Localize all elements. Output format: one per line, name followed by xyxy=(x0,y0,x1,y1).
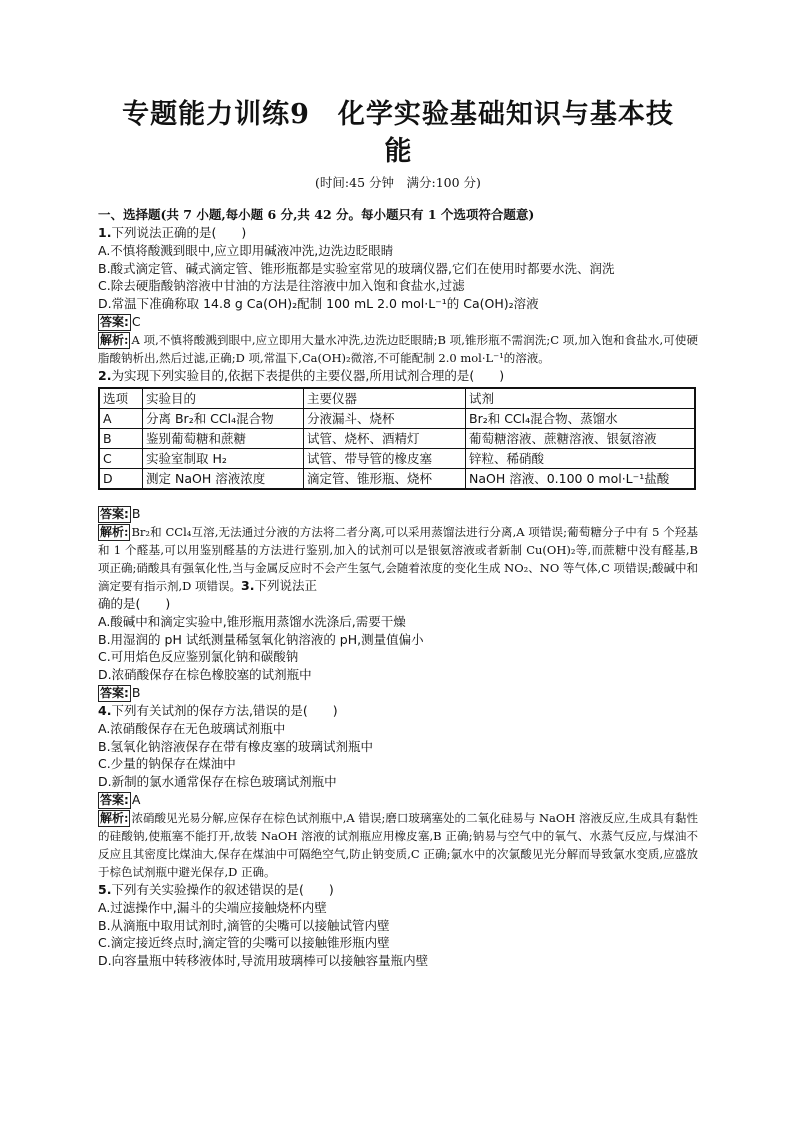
document-title-cont: 能 xyxy=(384,136,412,167)
table-cell: 分离 Br₂和 CCl₄混合物 xyxy=(143,409,304,429)
answer-tag: 答案: xyxy=(100,315,129,329)
option-d: D.浓硝酸保存在棕色橡胶塞的试剂瓶中 xyxy=(98,666,312,682)
answer-value: B xyxy=(131,685,141,700)
table-cell: NaOH 溶液、0.100 0 mol·L⁻¹盐酸 xyxy=(466,469,696,490)
question-5 xyxy=(98,881,698,899)
question-stem: 为实现下列实验目的,依据下表提供的主要仪器,所用试剂合理的是( ) xyxy=(111,368,505,383)
option-b: B.从滴瓶中取用试剂时,滴管的尖嘴可以接触试管内壁 xyxy=(98,917,390,933)
explain-tag: 解析: xyxy=(100,811,129,825)
question-number: 1. xyxy=(98,225,112,240)
option-c: C.除去硬脂酸钠溶液中甘油的方法是往溶液中加入饱和食盐水,过滤 xyxy=(98,278,465,293)
question-4 xyxy=(98,702,698,720)
option-d: D.新制的氯水通常保存在棕色玻璃试剂瓶中 xyxy=(98,773,337,789)
explanation-text: Br₂和 CCl₄互溶,无法通过分液的方法将二者分离,可以采用蒸馏法进行分离,A 项错误;葡萄糖分子中有 5 个羟基和 1 个醛基,可以用鉴别醛基的方法进行鉴别,加入的试剂可以是银氨溶液或者新制 Cu(OH)₂等,而蔗糖中没有醛基,B 项正确;硝酸具有强氧化性,当与金属反应时不会产生氢气,会随着浓度的变化生成 NO₂、NO 等气体,C 项错误;酸碱中和滴定要有指示剂,D 项错误。 xyxy=(98,525,698,593)
table-header: 试剂 xyxy=(466,388,696,409)
explain-tag: 解析: xyxy=(100,525,129,539)
answer-tag: 答案: xyxy=(100,686,129,700)
explanation-text: 浓硝酸见光易分解,应保存在棕色试剂瓶中,A 错误;磨口玻璃塞处的二氧化硅易与 NaOH 溶液反应,生成具有黏性的硅酸钠,使瓶塞不能打开,故装 NaOH 溶液的试剂瓶应用橡皮塞,B 正确;钠易与空气中的氧气、水蒸气反应,与煤油不反应且其密度比煤油大,保存在煤油中可隔绝空气,防止钠变质,C 正确;氯水中的次氯酸见光分解而导致氯水变质,应盛放于棕色试剂瓶中避光保存,D 正确。 xyxy=(98,811,698,879)
question-stem: 下列有关试剂的保存方法,错误的是( ) xyxy=(111,703,338,718)
question-2 xyxy=(98,367,698,385)
answer-line xyxy=(98,313,698,331)
answer-tag: 答案: xyxy=(100,793,129,807)
explanation xyxy=(98,523,698,595)
document-subtitle: (时间:45 分钟 满分:100 分) xyxy=(315,175,481,190)
table-cell: B xyxy=(99,429,143,449)
question-3: 确的是( ) xyxy=(98,596,171,611)
table-cell: 试管、带导管的橡皮塞 xyxy=(304,449,466,469)
table-header: 选项 xyxy=(99,388,143,409)
answer-line xyxy=(98,505,698,523)
experiment-table xyxy=(98,387,696,490)
answer-line xyxy=(98,791,698,809)
table-header-row xyxy=(99,388,695,409)
option-d: D.向容量瓶中转移液体时,导流用玻璃棒可以接触容量瓶内壁 xyxy=(98,952,429,968)
table-cell: Br₂和 CCl₄混合物、蒸馏水 xyxy=(466,409,696,429)
explain-tag: 解析: xyxy=(100,333,129,347)
section-heading: 一、选择题(共 7 小题,每小题 6 分,共 42 分。每小题只有 1 个选项符合题意) xyxy=(98,207,535,222)
question-number: 3. xyxy=(241,578,255,593)
explanation-text: A 项,不慎将酸溅到眼中,应立即用大量水冲洗,边洗边眨眼睛;B 项,锥形瓶不需润洗;C 项,加入饱和食盐水,可使硬脂酸钠析出,然后过滤,正确;D 项,常温下,Ca(OH)₂微溶,不可能配制 2.0 mol·L⁻¹的溶液。 xyxy=(98,333,698,365)
table-cell: D xyxy=(99,469,143,490)
question-stem: 下列有关实验操作的叙述错误的是( ) xyxy=(111,882,334,897)
table-row xyxy=(99,469,695,490)
explanation xyxy=(98,809,698,881)
option-d: D.常温下准确称取 14.8 g Ca(OH)₂配制 100 mL 2.0 mol·L⁻¹的 Ca(OH)₂溶液 xyxy=(98,295,539,311)
option-c: C.少量的钠保存在煤油中 xyxy=(98,756,236,771)
table-row xyxy=(99,429,695,449)
table-cell: 滴定管、锥形瓶、烧杯 xyxy=(304,469,466,490)
option-b: B.氢氧化钠溶液保存在带有橡皮塞的玻璃试剂瓶中 xyxy=(98,738,374,754)
option-a: A.酸碱中和滴定实验中,锥形瓶用蒸馏水洗涤后,需要干燥 xyxy=(98,614,406,629)
table-cell: 锌粒、稀硝酸 xyxy=(466,449,696,469)
document-title: 专题能力训练9 化学实验基础知识与基本技 xyxy=(122,99,674,130)
question-stem: 下列说法正确的是( ) xyxy=(111,225,247,240)
table-cell: 葡萄糖溶液、蔗糖溶液、银氨溶液 xyxy=(466,429,696,449)
question-stem: 下列说法正 xyxy=(254,578,317,593)
table-cell: 测定 NaOH 溶液浓度 xyxy=(143,469,304,490)
option-a: A.不慎将酸溅到眼中,应立即用碱液冲洗,边洗边眨眼睛 xyxy=(98,243,394,258)
option-a: A.浓硝酸保存在无色玻璃试剂瓶中 xyxy=(98,721,286,736)
table-cell: 鉴别葡萄糖和蔗糖 xyxy=(143,429,304,449)
question-number: 5. xyxy=(98,882,112,897)
answer-tag: 答案: xyxy=(100,507,129,521)
option-c: C.滴定接近终点时,滴定管的尖嘴可以接触锥形瓶内壁 xyxy=(98,935,390,950)
table-header: 实验目的 xyxy=(143,388,304,409)
table-cell: 实验室制取 H₂ xyxy=(143,449,304,469)
question-1 xyxy=(98,224,698,242)
table-cell: 分液漏斗、烧杯 xyxy=(304,409,466,429)
option-b: B.用湿润的 pH 试纸测量稀氢氧化钠溶液的 pH,测量值偏小 xyxy=(98,631,424,647)
option-c: C.可用焰色反应鉴别氯化钠和碳酸钠 xyxy=(98,649,299,664)
table-row xyxy=(99,409,695,429)
answer-line xyxy=(98,684,698,702)
question-number: 2. xyxy=(98,368,112,383)
answer-value: C xyxy=(131,314,141,329)
table-cell: A xyxy=(99,409,143,429)
table-header: 主要仪器 xyxy=(304,388,466,409)
option-b: B.酸式滴定管、碱式滴定管、锥形瓶都是实验室常见的玻璃仪器,它们在使用时都要水洗、润洗 xyxy=(98,260,615,276)
question-number: 4. xyxy=(98,703,112,718)
answer-value: B xyxy=(131,506,141,521)
document-page xyxy=(98,96,698,969)
explanation xyxy=(98,331,698,367)
table-cell: 试管、烧杯、酒精灯 xyxy=(304,429,466,449)
table-cell: C xyxy=(99,449,143,469)
spacer xyxy=(98,496,698,504)
answer-value: A xyxy=(131,792,141,807)
option-a: A.过滤操作中,漏斗的尖端应接触烧杯内壁 xyxy=(98,900,327,915)
table-row xyxy=(99,449,695,469)
